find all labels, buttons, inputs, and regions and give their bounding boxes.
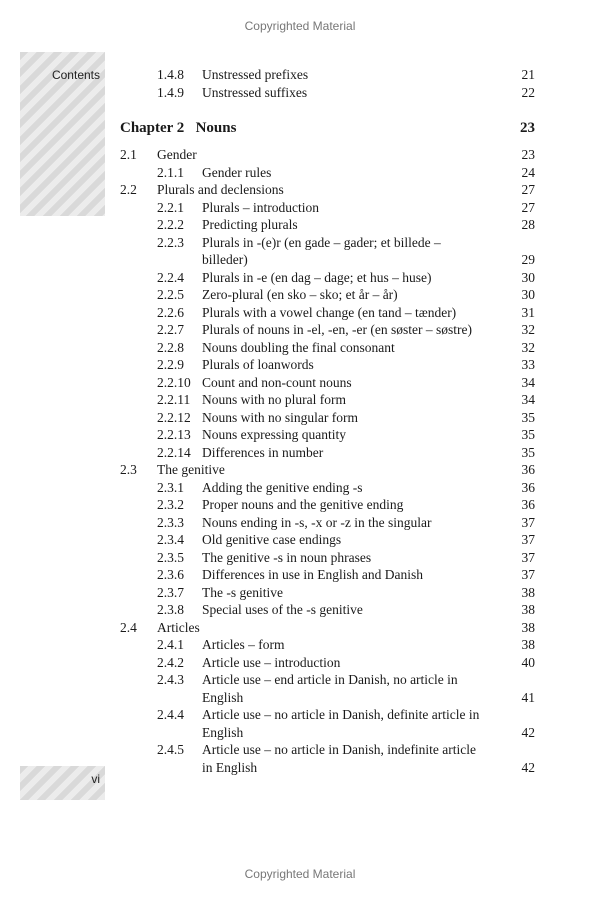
toc-entry-title: Articles (157, 619, 200, 635)
toc-entry-number: 2.1 (120, 147, 137, 162)
toc-entry-page: 38 (521, 619, 535, 635)
toc-entry-title: Plurals of nouns in -el, -en, -er (en søster – søstre) (202, 322, 472, 337)
toc-entry-page: 23 (521, 147, 535, 162)
toc-entry (120, 549, 535, 567)
toc-entry-number: 2.2.4 (157, 269, 184, 285)
toc-entry (120, 426, 535, 444)
chapter-label: Chapter 2 (120, 120, 185, 136)
toc-entry-page: 38 (521, 637, 535, 652)
toc-entry-number: 2.3.3 (157, 514, 184, 530)
toc-entry-page: 30 (521, 287, 535, 302)
toc-entry-page: 36 (521, 497, 535, 512)
toc-entry-title: Gender (157, 147, 197, 162)
contents-side-tab (20, 52, 105, 216)
toc-entry-page: 34 (521, 374, 535, 390)
toc-entry-page: 37 (521, 514, 535, 530)
toc-entry-title: Differences in use in English and Danish (202, 567, 423, 582)
toc-entry-title: The -s genitive (202, 584, 283, 600)
toc-entry-list (120, 146, 535, 776)
toc-entry-number: 2.2.8 (157, 339, 184, 355)
toc-entry-number: 2.3.2 (157, 497, 184, 512)
toc-entry-number: 2.3 (120, 462, 137, 477)
toc-entry-number: 2.3.5 (157, 549, 184, 565)
toc-entry (120, 479, 535, 497)
toc-entry (120, 321, 535, 339)
toc-entry-page: 27 (521, 199, 535, 215)
toc-entry-page: 31 (521, 304, 535, 320)
toc-entry-title: Plurals in -(e)r (en gade – gader; et billede – billeder) (202, 234, 441, 267)
toc-entry (120, 514, 535, 532)
toc-entry-title: Unstressed suffixes (202, 84, 308, 100)
toc-entry (120, 164, 535, 182)
table-of-contents (120, 66, 535, 776)
toc-entry-title: The genitive (157, 462, 225, 477)
toc-entry-number: 2.3.8 (157, 602, 184, 617)
toc-entry-number: 2.2 (120, 182, 137, 197)
toc-entry (120, 374, 535, 392)
toc-entry (120, 706, 535, 741)
toc-entry-number: 1.4.9 (157, 84, 184, 100)
toc-entry-page: 37 (521, 549, 535, 565)
toc-entry-number: 2.4 (120, 619, 137, 635)
toc-entry-number: 2.4.5 (157, 742, 184, 757)
toc-entry (120, 531, 535, 549)
toc-entry-number: 2.3.7 (157, 584, 184, 600)
toc-section-entry (120, 146, 535, 164)
toc-entry-page: 42 (521, 759, 535, 775)
toc-entry (120, 391, 535, 409)
toc-entry-title: Proper nouns and the genitive ending (202, 497, 404, 512)
toc-entry-number: 2.4.1 (157, 637, 184, 652)
copyright-header: Copyrighted Material (244, 19, 356, 33)
toc-section-entry (120, 461, 535, 479)
toc-entry-number: 2.4.2 (157, 654, 184, 670)
toc-entry-number: 2.2.14 (157, 444, 191, 460)
toc-entry-page: 36 (521, 479, 535, 495)
toc-entry-number: 2.2.2 (157, 217, 184, 232)
toc-entry-number: 2.2.9 (157, 357, 184, 372)
toc-entry-page: 29 (521, 252, 535, 267)
toc-entry-number: 2.2.12 (157, 409, 191, 425)
chapter-name: Nouns (195, 120, 237, 136)
toc-entry (120, 66, 535, 84)
toc-entry-page: 28 (521, 217, 535, 232)
toc-entry-number: 2.3.1 (157, 479, 184, 495)
toc-entry-title: Special uses of the -s genitive (202, 602, 363, 617)
toc-entry-title: Nouns with no singular form (202, 409, 358, 425)
toc-entry-page: 27 (521, 182, 535, 197)
toc-entry-title: Plurals – introduction (202, 199, 319, 215)
toc-entry (120, 356, 535, 374)
toc-entry-title: Gender rules (202, 164, 272, 180)
toc-entry-title: Plurals of loanwords (202, 357, 314, 372)
toc-entry (120, 286, 535, 304)
toc-entry-number: 2.2.1 (157, 199, 184, 215)
toc-entry-page: 32 (521, 322, 535, 337)
toc-entry-number: 2.2.6 (157, 304, 184, 320)
toc-entry-title: Zero-plural (en sko – sko; et år – år) (202, 287, 398, 302)
toc-entry-title: Articles – form (202, 637, 285, 652)
toc-entry-title: Nouns with no plural form (202, 392, 346, 407)
toc-entry (120, 741, 535, 776)
toc-entry-title: Plurals and declensions (157, 182, 284, 197)
toc-entry-title: Nouns ending in -s, -x or -z in the singular (202, 514, 432, 530)
toc-entry-title: Adding the genitive ending -s (202, 479, 363, 495)
toc-entry (120, 216, 535, 234)
toc-entry-title: Count and non-count nouns (202, 374, 352, 390)
toc-entry-page: 37 (521, 567, 535, 582)
toc-entry-number: 2.4.4 (157, 707, 184, 722)
contents-tab-label: Contents (51, 68, 100, 82)
toc-entry-page: 38 (521, 602, 535, 617)
toc-entry-page: 30 (521, 269, 535, 285)
toc-entry-title: Plurals in -e (en dag – dage; et hus – huse) (202, 269, 432, 285)
toc-entry-number: 2.2.7 (157, 322, 184, 337)
toc-entry-page: 21 (521, 67, 535, 82)
toc-entry (120, 671, 535, 706)
toc-entry-number: 2.2.5 (157, 287, 184, 302)
toc-entry (120, 654, 535, 672)
toc-entry (120, 409, 535, 427)
toc-entry-page: 37 (521, 532, 535, 547)
toc-entry-title: Article use – introduction (202, 654, 341, 670)
toc-entry-number: 2.2.11 (157, 392, 191, 407)
toc-entry-title: Old genitive case endings (202, 532, 342, 547)
toc-entry-title: Article use – no article in Danish, definite article in English (202, 707, 480, 740)
toc-entry-page: 36 (521, 462, 535, 477)
toc-entry (120, 601, 535, 619)
page-number: vi (91, 772, 100, 786)
toc-entry-page: 41 (521, 689, 535, 705)
toc-entry-page: 33 (521, 357, 535, 372)
toc-entry-title: Article use – end article in Danish, no article in English (202, 672, 458, 705)
toc-entry-page: 24 (521, 164, 535, 180)
copyright-footer: Copyrighted Material (244, 867, 356, 881)
toc-entry-page: 35 (521, 427, 535, 442)
toc-entry-page: 35 (521, 409, 535, 425)
chapter-title (120, 118, 535, 138)
toc-section-entry (120, 619, 535, 637)
toc-entry-page: 34 (521, 392, 535, 407)
page-number-tab (20, 766, 105, 800)
toc-entry-title: The genitive -s in noun phrases (202, 549, 372, 565)
toc-entry-number: 1.4.8 (157, 67, 184, 82)
toc-entry-page: 35 (521, 444, 535, 460)
toc-entry-page: 38 (521, 584, 535, 600)
toc-entry-title: Predicting plurals (202, 217, 298, 232)
toc-entry-title: Article use – no article in Danish, indefinite article in English (202, 742, 477, 775)
toc-entry-number: 2.3.4 (157, 532, 184, 547)
toc-entry (120, 304, 535, 322)
toc-entry-number: 2.3.6 (157, 567, 184, 582)
toc-entry (120, 339, 535, 357)
toc-entry-title: Unstressed prefixes (202, 67, 309, 82)
toc-entry-title: Nouns expressing quantity (202, 427, 346, 442)
toc-entry (120, 636, 535, 654)
toc-entry-number: 2.1.1 (157, 164, 184, 180)
chapter-page: 23 (520, 120, 535, 136)
toc-entry (120, 444, 535, 462)
toc-entry-title: Plurals with a vowel change (en tand – tænder) (202, 304, 457, 320)
toc-entry (120, 496, 535, 514)
toc-entry-title: Differences in number (202, 444, 324, 460)
toc-entry (120, 234, 535, 269)
toc-entry (120, 584, 535, 602)
toc-entry-number: 2.2.10 (157, 374, 191, 390)
chapter-heading (120, 118, 535, 138)
toc-entry-page: 40 (521, 654, 535, 670)
toc-entry-title: Nouns doubling the final consonant (202, 339, 395, 355)
toc-section-entry (120, 181, 535, 199)
toc-entry-number: 2.2.13 (157, 427, 191, 442)
toc-entry-page: 22 (521, 84, 535, 100)
toc-entry-page: 32 (521, 339, 535, 355)
toc-entry-number: 2.4.3 (157, 672, 184, 687)
toc-entry (120, 269, 535, 287)
toc-entry-number: 2.2.3 (157, 234, 184, 250)
toc-entry-page: 42 (521, 724, 535, 740)
toc-entry (120, 199, 535, 217)
toc-entry (120, 566, 535, 584)
toc-entry (120, 84, 535, 102)
